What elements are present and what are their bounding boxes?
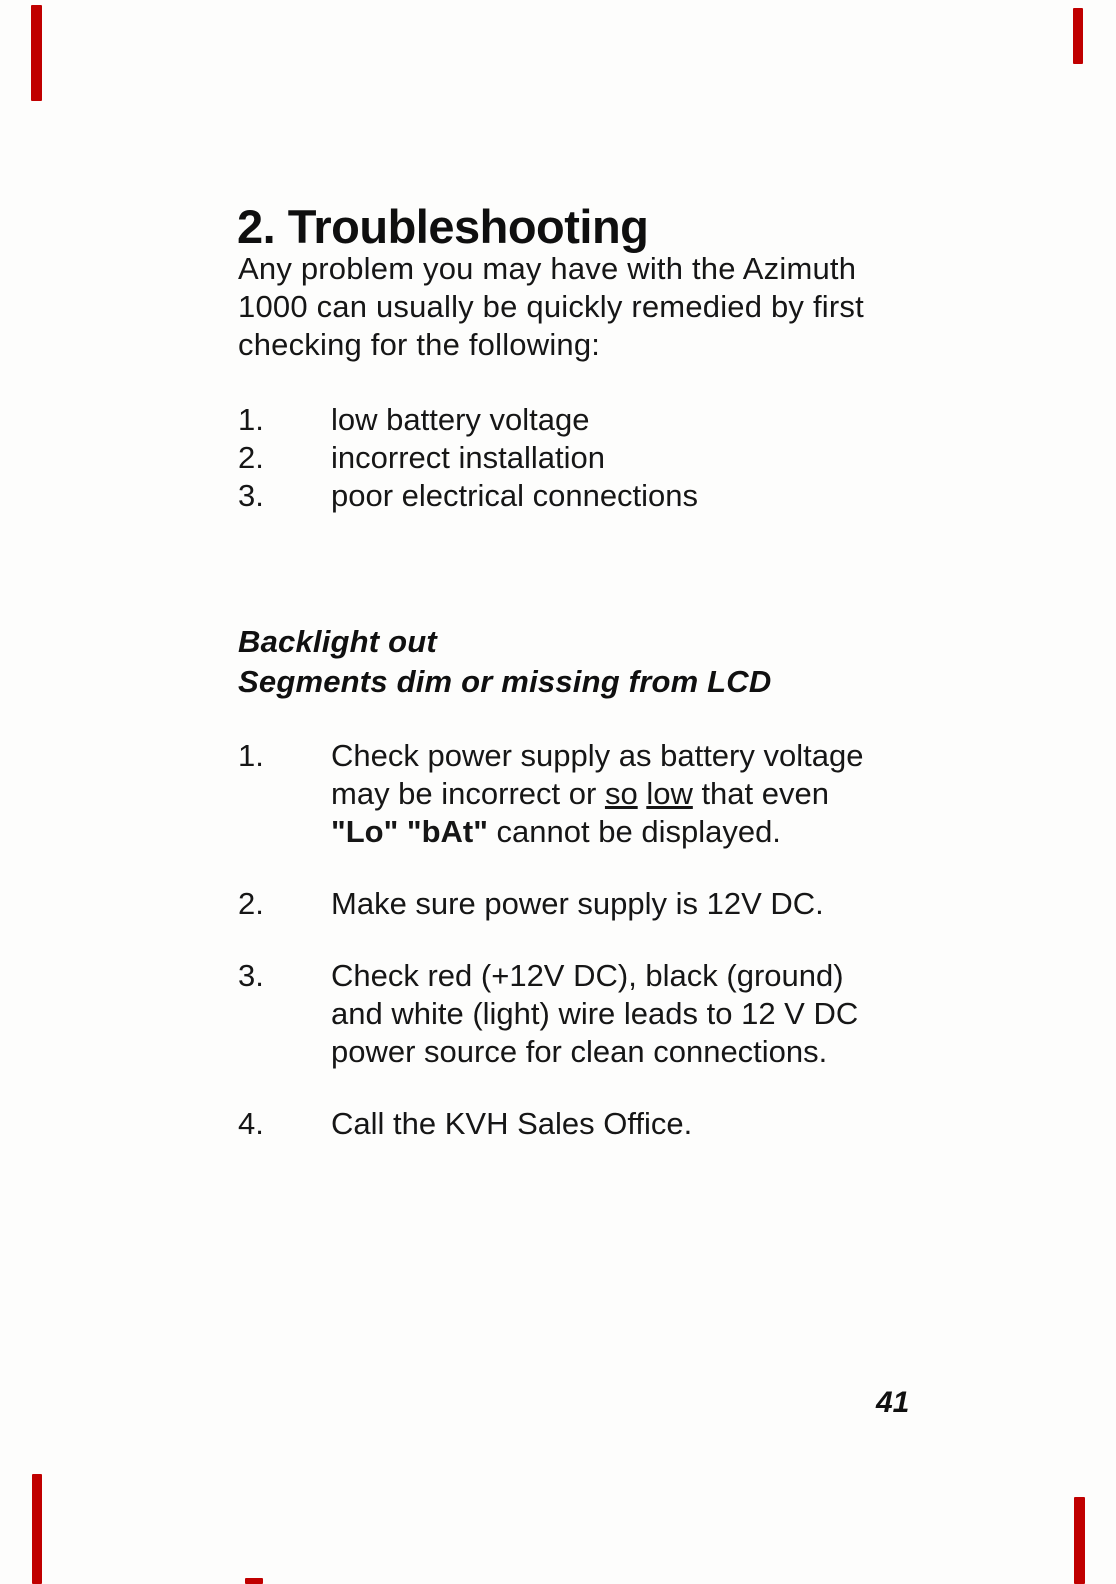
list-item [238,439,698,477]
scan-artifact-bottom-left [32,1474,42,1584]
scan-artifact-bottom-right [1074,1497,1085,1584]
step-line: Check power supply as battery voltage [331,738,864,773]
step-text [331,957,858,1071]
intro-line: 1000 can usually be quickly remedied by first [238,289,864,324]
page-number: 41 [876,1386,910,1419]
list-item-text: poor electrical connections [331,478,699,513]
scan-artifact-top-right [1073,8,1083,64]
step-line: may be incorrect or so low that even [331,776,829,811]
step-item [238,737,863,851]
section-heading-line: Backlight out [238,624,437,659]
step-line: Call the KVH Sales Office. [331,1106,693,1141]
section-heading-line: Segments dim or missing from LCD [238,664,772,699]
section-heading [238,622,771,702]
step-line: "Lo" "bAt" cannot be displayed. [331,814,781,849]
quick-checks-list [238,401,698,515]
intro-line: checking for the following: [238,327,601,362]
step-text [331,737,863,851]
step-number: 1. [238,738,264,773]
step-item [238,957,863,1071]
step-line: power source for clean connections. [331,1034,828,1069]
page-title: 2. Troubleshooting [237,200,649,254]
scan-artifact-bottom-tick [245,1578,263,1584]
step-item [238,1105,863,1143]
step-number: 2. [238,886,264,921]
step-line: Check red (+12V DC), black (ground) [331,958,844,993]
step-line: and white (light) wire leads to 12 V DC [331,996,859,1031]
intro-line: Any problem you may have with the Azimuth [238,251,857,286]
list-item-number: 2. [238,440,264,475]
list-item-number: 3. [238,478,264,513]
step-number: 3. [238,958,264,993]
list-item [238,401,698,439]
scan-artifact-top-left [31,5,42,101]
step-item [238,885,863,923]
list-item-text: low battery voltage [331,402,590,437]
troubleshooting-steps [238,737,863,1143]
list-item [238,477,698,515]
step-text [331,1105,692,1143]
list-item-number: 1. [238,402,264,437]
intro-paragraph [238,250,864,364]
list-item-text: incorrect installation [331,440,605,475]
step-text [331,885,824,923]
step-line: Make sure power supply is 12V DC. [331,886,824,921]
step-number: 4. [238,1106,264,1141]
